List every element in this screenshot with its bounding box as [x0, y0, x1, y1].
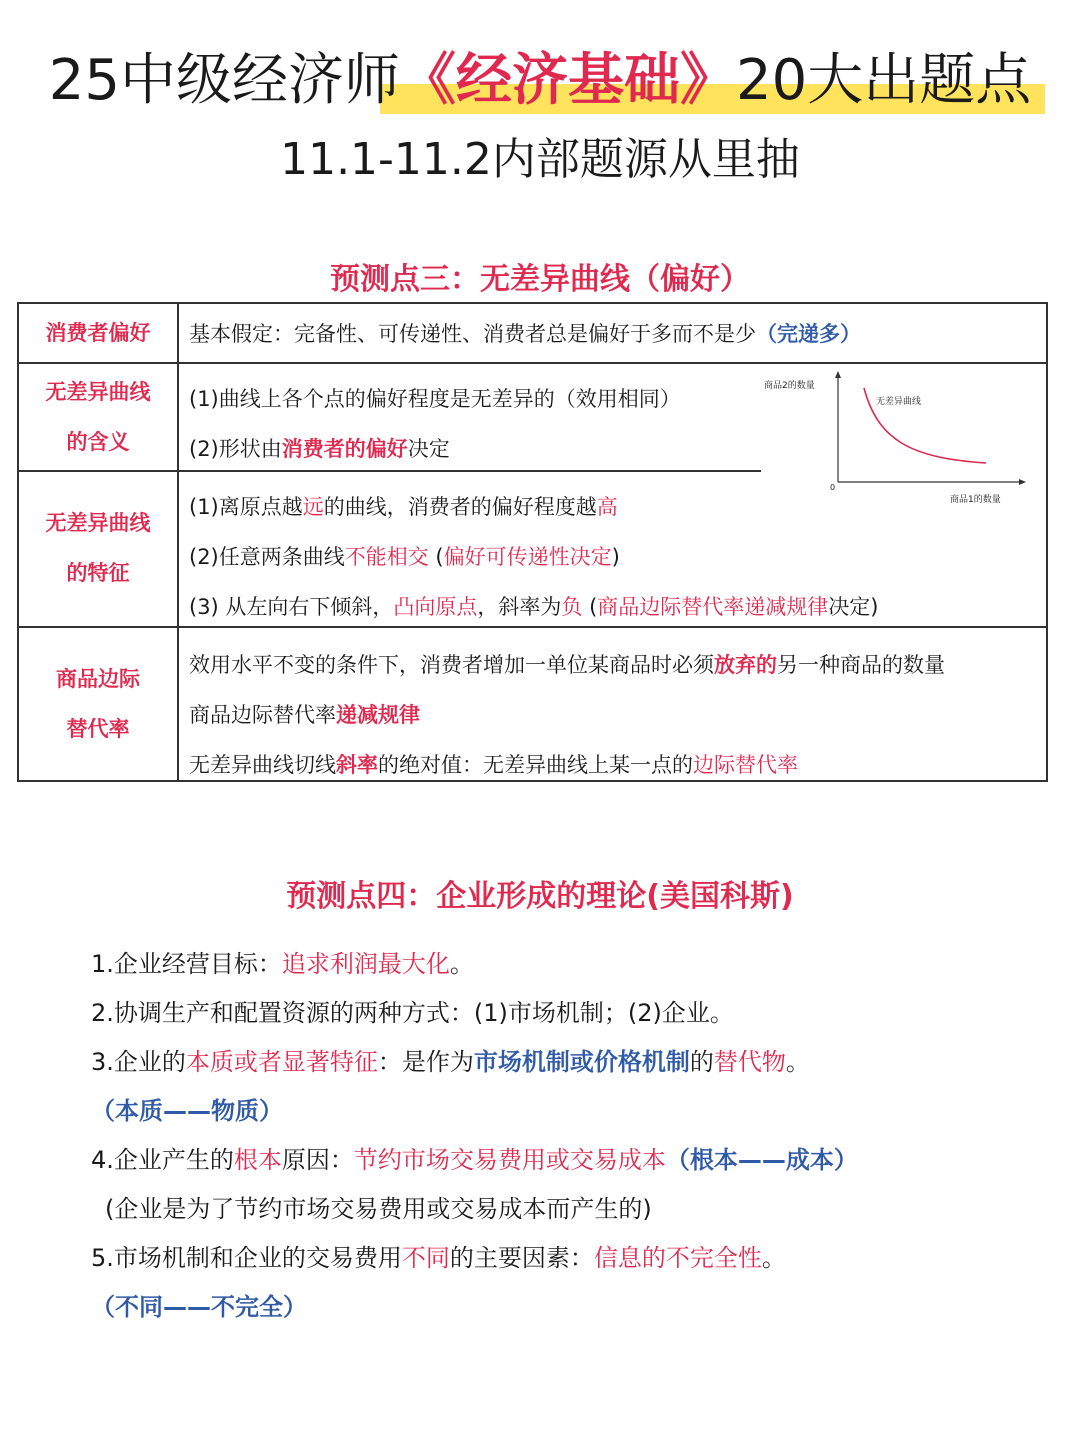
origin-label: 0	[830, 483, 836, 492]
title-red: 《经济基础》	[400, 48, 736, 113]
list-item: 2.协调生产和配置资源的两种方式：(1)市场机制；(2)企业。	[91, 999, 734, 1027]
row-line: 基本假定：完备性、可传递性、消费者总是偏好于多而不是少（完递多）	[189, 322, 861, 346]
section3-heading: 预测点三：无差异曲线（偏好）	[330, 262, 750, 297]
indifference-curve-graph	[760, 370, 1030, 510]
row-lines: (1)曲线上各个点的偏好程度是无差异的（效用相同） (2)形状由消费者的偏好决定	[189, 387, 681, 461]
table-row-consumer-preference	[19, 304, 1046, 364]
page-subtitle: 11.1-11.2内部题源从里抽	[280, 134, 800, 185]
curve-label: 无差异曲线	[876, 397, 922, 407]
list-item: 3.企业的本质或者显著特征：是作为市场机制或价格机制的替代物。	[91, 1048, 810, 1076]
row-label: 商品边际 替代率	[19, 628, 179, 780]
row-label: 消费者偏好	[19, 304, 179, 362]
list-item: (企业是为了节约市场交易费用或交易成本而产生的)	[105, 1195, 652, 1223]
page-title	[0, 42, 1080, 120]
row-lines: (1)离原点越远的曲线，消费者的偏好程度越高 (2)任意两条曲线不能相交 (偏好可传递性决定) (3) 从左向右下倾斜，凸向原点，斜率为负 (商品边际替代率递减规律决定)	[189, 495, 879, 619]
row-label: 无差异曲线 的特征	[19, 470, 179, 626]
section4-list	[91, 940, 1051, 1332]
x-axis-arrow	[1019, 479, 1026, 485]
section4-heading: 预测点四：企业形成的理论(美国科斯)	[286, 879, 794, 914]
list-item: 5.市场机制和企业的交易费用不同的主要因素：信息的不完全性。	[91, 1244, 786, 1272]
row-lines: 效用水平不变的条件下，消费者增加一单位某商品时必须放弃的另一种商品的数量 商品边际替代率递减规律 无差异曲线切线斜率的绝对值：无差异曲线上某一点的边际替代率	[189, 653, 945, 777]
list-item: 4.企业产生的根本原因：节约市场交易费用或交易成本（根本——成本）	[91, 1146, 858, 1174]
list-item: 1.企业经营目标：追求利润最大化。	[91, 950, 474, 978]
title-part1: 25中级经济师	[48, 48, 400, 113]
table-row-mrs	[19, 628, 1046, 780]
row-label: 无差异曲线 的含义	[19, 364, 179, 470]
y-axis-arrow	[835, 371, 841, 378]
x-axis-label: 商品1的数量	[950, 495, 1001, 505]
list-item: （不同——不完全）	[91, 1293, 307, 1321]
y-axis-label: 商品2的数量	[764, 381, 815, 391]
title-highlight	[400, 42, 1031, 120]
title-part2: 20大出题点	[736, 48, 1032, 113]
list-item: （本质——物质）	[91, 1097, 283, 1125]
